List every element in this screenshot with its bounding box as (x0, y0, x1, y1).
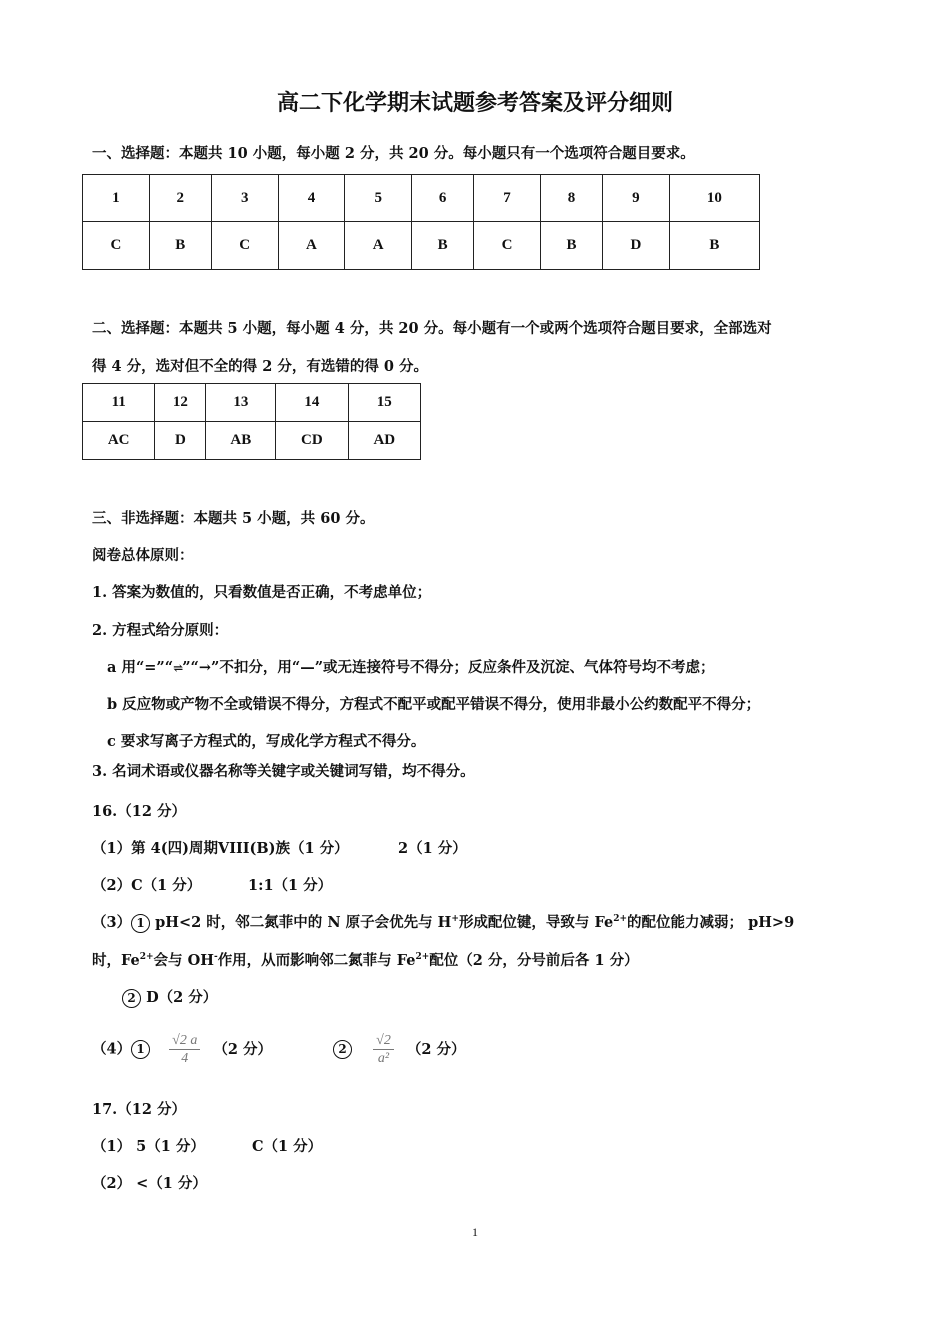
q16-part3-line1 (92, 911, 794, 933)
page-title: 高二下化学期末试题参考答案及评分细则 (276, 90, 673, 116)
q16-part4-label: （4） (92, 1040, 132, 1058)
text: 形成配位键，导致与 Fe (458, 914, 614, 931)
answer-table-1 (82, 174, 760, 270)
table-cell: B (669, 222, 759, 270)
superscript: 2+ (613, 914, 628, 925)
rule-2b: b 反应物或产物不全或错误不得分，方程式不配平或配平错误不得分，使用非最小公约数配平不得分； (107, 696, 761, 713)
rule-2a-text-start: a 用“=”“ (107, 659, 174, 676)
text: pH<2 时，邻二氮菲中的 N 原子会优先与 H (155, 914, 452, 931)
table-cell: 5 (345, 175, 412, 222)
circled-number: 2 (333, 1040, 352, 1059)
circled-number: 1 (131, 914, 150, 933)
rule-1: 1. 答案为数值的，只看数值是否正确，不考虑单位； (92, 584, 432, 601)
table-cell: 2 (149, 175, 211, 222)
text: 会与 OH (153, 952, 214, 969)
answer-table-1-number-row (83, 175, 760, 222)
q17-part1-a: （1） 5（1 分） (92, 1138, 205, 1155)
table-cell: 6 (412, 175, 474, 222)
q16-part3-sub2 (122, 986, 217, 1008)
table-cell: B (149, 222, 211, 270)
table-cell: 3 (211, 175, 278, 222)
rule-2: 2. 方程式给分原则： (92, 622, 229, 639)
table-cell: 10 (669, 175, 759, 222)
table-cell: 7 (474, 175, 541, 222)
text: 配位（2 分，分号前后各 1 分） (429, 952, 639, 969)
table-cell: CD (276, 422, 348, 460)
principles-title: 阅卷总体原则： (92, 547, 194, 564)
table-cell: 9 (602, 175, 669, 222)
table-cell: 15 (348, 384, 420, 422)
fraction-sqrt2a-over-4 (169, 1032, 200, 1067)
table-cell: 13 (206, 384, 276, 422)
rule-2a-text-end: ”“→”不扣分，用“—”或无连接符号不得分；反应条件及沉淀、气体符号均不考虑； (182, 659, 715, 676)
q17-part1-b: C（1 分） (252, 1138, 323, 1155)
page-number: 1 (472, 1225, 478, 1239)
q17-part2: （2） <（1 分） (92, 1175, 207, 1192)
equilibrium-symbol: ⇌ (173, 661, 183, 675)
q16-part2-a: （2）C（1 分） (92, 877, 202, 894)
table-cell: A (345, 222, 412, 270)
table-cell: B (540, 222, 602, 270)
table-cell: 12 (155, 384, 206, 422)
table-cell: 1 (83, 175, 150, 222)
superscript: + (451, 914, 459, 925)
text: 时，Fe (92, 952, 140, 969)
fraction-numerator: √2 a (169, 1032, 200, 1050)
score: （2 分） (213, 1040, 273, 1058)
table-cell: 11 (83, 384, 155, 422)
text: D（2 分） (146, 989, 218, 1006)
table-cell: A (278, 222, 345, 270)
table-cell: B (412, 222, 474, 270)
table-cell: AC (83, 422, 155, 460)
rule-2c: c 要求写离子方程式的，写成化学方程式不得分。 (107, 733, 426, 750)
fraction-sqrt2-over-a2 (373, 1032, 394, 1067)
q16-part3-line2 (92, 949, 639, 970)
q16-part1-a: （1）第 4(四)周期VIII(B)族（1 分） (92, 840, 349, 857)
circled-number: 1 (131, 1040, 150, 1059)
q16-part4 (92, 1032, 466, 1067)
table-cell: AB (206, 422, 276, 460)
superscript: - (213, 952, 218, 963)
table-cell: 4 (278, 175, 345, 222)
q16-part3-label: （3） (92, 914, 132, 931)
q16-part2-b: 1:1（1 分） (248, 877, 333, 894)
q16-part1-b: 2（1 分） (398, 840, 467, 857)
table-cell: 8 (540, 175, 602, 222)
answer-table-2-number-row (83, 384, 421, 422)
table-cell: D (602, 222, 669, 270)
section2-heading-line1: 二、选择题：本题共 5 小题，每小题 4 分，共 20 分。每小题有一个或两个选项符合题目要求，全部选对 (92, 320, 772, 337)
circled-number: 2 (122, 989, 141, 1008)
table-cell: C (211, 222, 278, 270)
text: 的配位能力减弱； pH>9 (627, 914, 795, 931)
fraction-denominator: a² (377, 1051, 390, 1066)
table-cell: AD (348, 422, 420, 460)
score: （2 分） (406, 1040, 466, 1058)
answer-table-2-answer-row (83, 422, 421, 460)
text: 作用，从而影响邻二氮菲与 Fe (217, 952, 416, 969)
answer-table-2 (82, 383, 421, 460)
table-cell: D (155, 422, 206, 460)
table-cell: C (474, 222, 541, 270)
superscript: 2+ (415, 952, 430, 963)
section2-heading-line2: 得 4 分，选对但不全的得 2 分，有选错的得 0 分。 (92, 358, 429, 375)
answer-table-1-answer-row (83, 222, 760, 270)
table-cell: C (83, 222, 150, 270)
fraction-numerator: √2 (373, 1032, 394, 1050)
q16-header: 16.（12 分） (92, 803, 186, 820)
superscript: 2+ (139, 952, 154, 963)
q17-header: 17.（12 分） (92, 1101, 186, 1118)
rule-3: 3. 名词术语或仪器名称等关键字或关键词写错，均不得分。 (92, 763, 475, 780)
rule-2a (107, 656, 715, 677)
fraction-denominator: 4 (181, 1051, 189, 1066)
table-cell: 14 (276, 384, 348, 422)
section1-heading: 一、选择题：本题共 10 小题，每小题 2 分，共 20 分。每小题只有一个选项符合题目要求。 (92, 145, 695, 162)
section3-heading: 三、非选择题：本题共 5 小题，共 60 分。 (92, 510, 375, 527)
